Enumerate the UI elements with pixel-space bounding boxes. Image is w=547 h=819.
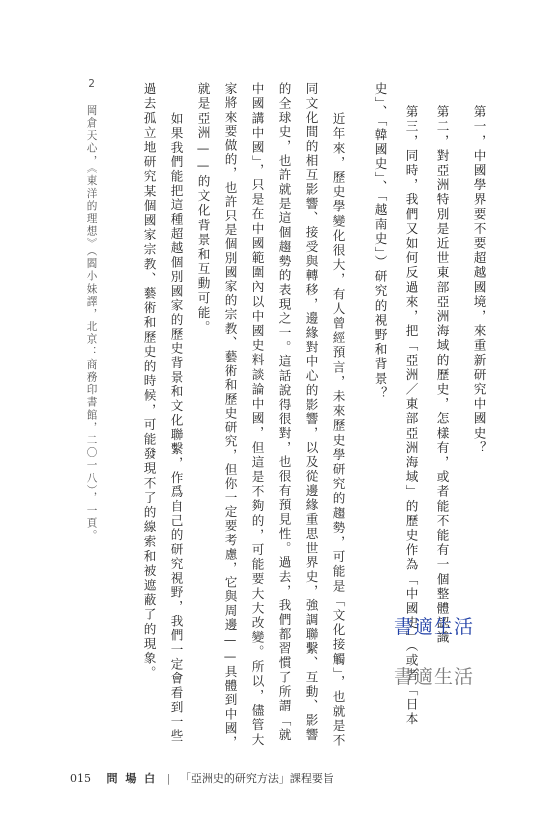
- page-footer: [70, 770, 334, 786]
- body-column-2: 同文化間的相互影響、接受與轉移，邊緣對中心的影響，以及從邊緣重思世界史，強調聯繫、互動、影響: [303, 82, 319, 743]
- body-column-4: 中國講中國」，只是在中國範圍內以中國史料談論中國，但這是不夠的，可能要大大改變。所以，儘管大: [249, 82, 265, 748]
- footer-separator: |: [166, 772, 171, 785]
- section-author: 問 場 白: [106, 772, 158, 785]
- question-2: 第二，對亞洲特別是近世東部亞洲海域的歷史，怎樣有，或者能不能有一個整體認識: [434, 105, 450, 646]
- body-column-7: 如果我們能把這種超越個別國家的歷史背景和文化聯繫，作爲自己的研究視野，我們一定會看到一些: [168, 112, 184, 744]
- question-1: 第一，中國學界要不要超越國境，來重新研究中國史？: [471, 105, 487, 456]
- body-column-1: 近年來，歷史學變化很大，有人曾經預言，未來歷史學研究的趨勢，可能是「文化接觸」，也就是不: [330, 112, 346, 749]
- body-column-6: 就是亞洲——的文化背景和互動可能。: [195, 82, 211, 335]
- body-column-5: 家將來要做的，也許只是個別國家的宗教、藝術和歷史研究，但你一定要考慮，它與周邊——具體到中國，: [222, 82, 238, 750]
- page-number: 015: [70, 772, 91, 785]
- body-column-8: 過去孤立地研究某個國家宗教、藝術和歷史的時候，可能發現不了的線索和被遮蔽了的現象。: [141, 82, 157, 681]
- footnote: 2 岡倉天心，《東洋的理想》（閻小妹譯，北京：商務印書館，二〇一八），一頁。: [85, 78, 98, 543]
- question-3: 第三，同時，我們又如何反過來，把「亞洲／東部亞洲海域」的歷史作為「中國史」（或者「日本: [403, 105, 419, 727]
- question-4: 史」、「韓國史」、「越南史」）研究的視野和背景？: [372, 82, 388, 401]
- watermark-secondary: 書適生活: [394, 666, 475, 688]
- watermark-primary: 書適生活: [394, 616, 475, 638]
- chapter-title: 「亞洲史的研究方法」課程要旨: [179, 772, 334, 785]
- body-column-3: 的全球史，也許就是這個趨勢的表現之一。這話說得很對，也很有預見性。過去，我們都習慣了所謂「就: [276, 82, 292, 743]
